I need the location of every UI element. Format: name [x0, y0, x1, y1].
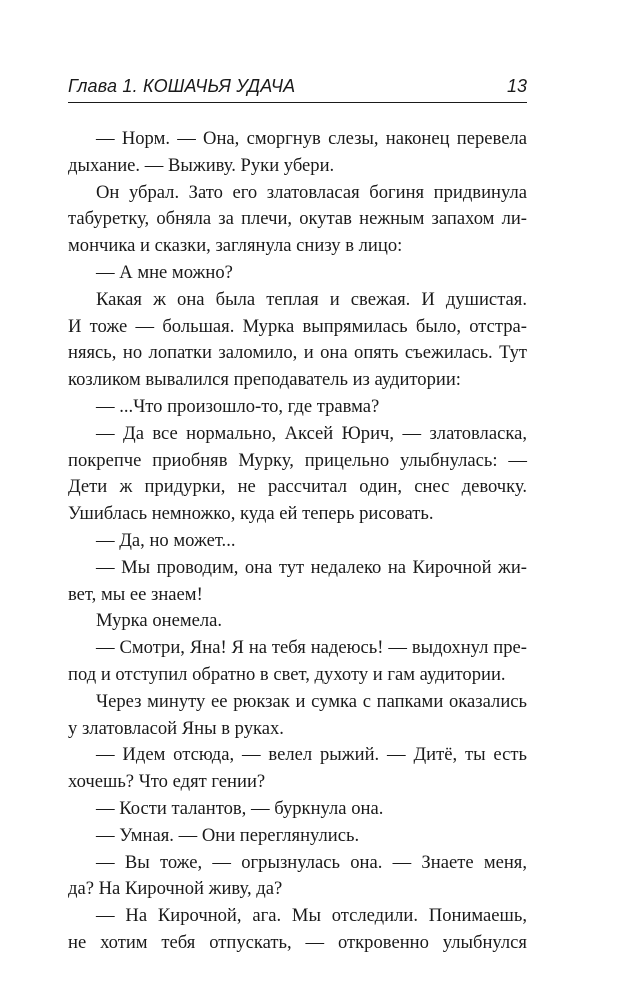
text-line: — А мне можно?: [96, 261, 233, 283]
text-line: Он убрал. Зато его златовласая богиня придвинула: [96, 181, 527, 203]
text-line: И тоже — большая. Мурка выпрямилась было, отстра-: [68, 315, 527, 337]
text-line: — Вы тоже, — огрызнулась она. — Знаете меня,: [96, 851, 527, 873]
text-line: Какая ж она была теплая и свежая. И душистая.: [96, 288, 527, 310]
text-line: хочешь? Что едят гении?: [68, 771, 266, 793]
text-line: — Идем отсюда, — велел рыжий. — Дитё, ты есть: [96, 744, 527, 766]
text-line: вет, мы ее знаем!: [68, 583, 203, 605]
text-line: — Умная. — Они переглянулись.: [96, 824, 360, 846]
text-line: Мурка онемела.: [96, 610, 223, 632]
text-line: Ушиблась немножко, куда ей теперь рисовать.: [68, 503, 434, 525]
text-line: — На Кирочной, ага. Мы отследили. Понимаешь,: [96, 905, 527, 927]
text-line: покрепче приобняв Мурку, прицельно улыбнулась: —: [68, 449, 527, 471]
text-line: да? На Кирочной живу, да?: [68, 878, 283, 900]
text-line: табуретку, обняла за плечи, окутав нежным запахом ли-: [68, 208, 527, 230]
page-number: 13: [506, 76, 527, 96]
text-line: Дети ж придурки, не рассчитал один, снес девочку.: [68, 476, 527, 498]
body-text: [68, 126, 527, 957]
text-line: козликом вывалился преподаватель из аудитории:: [68, 369, 461, 391]
text-line: под и отступил обратно в свет, духоту и гам аудитории.: [68, 663, 506, 685]
running-head: [68, 74, 527, 103]
text-line: дыхание. — Выживу. Руки убери.: [68, 154, 335, 176]
text-line: — Да, но может...: [96, 529, 236, 551]
text-line: не хотим тебя отпускать, — откровенно улыбнулся: [68, 931, 527, 953]
chapter-title: Глава 1. КОШАЧЬЯ УДАЧА: [68, 76, 296, 96]
text-line: Через минуту ее рюкзак и сумка с папками оказались: [96, 690, 527, 712]
text-line: мончика и сказки, заглянула снизу в лицо:: [68, 235, 403, 257]
text-line: — Кости талантов, — буркнула она.: [96, 797, 384, 819]
text-line: у златовласой Яны в руках.: [68, 717, 284, 739]
text-line: — Мы проводим, она тут недалеко на Кирочной жи-: [96, 556, 527, 578]
text-line: — Норм. — Она, сморгнув слезы, наконец перевела: [96, 128, 527, 149]
text-line: — Смотри, Яна! Я на тебя надеюсь! — выдохнул пре-: [96, 637, 527, 659]
text-line: — ...Что произошло-то, где травма?: [96, 395, 380, 417]
text-line: няясь, но лопатки заломило, и она опять съежилась. Тут: [68, 342, 527, 364]
text-line: — Да все нормально, Аксей Юрич, — златовласка,: [96, 422, 527, 444]
